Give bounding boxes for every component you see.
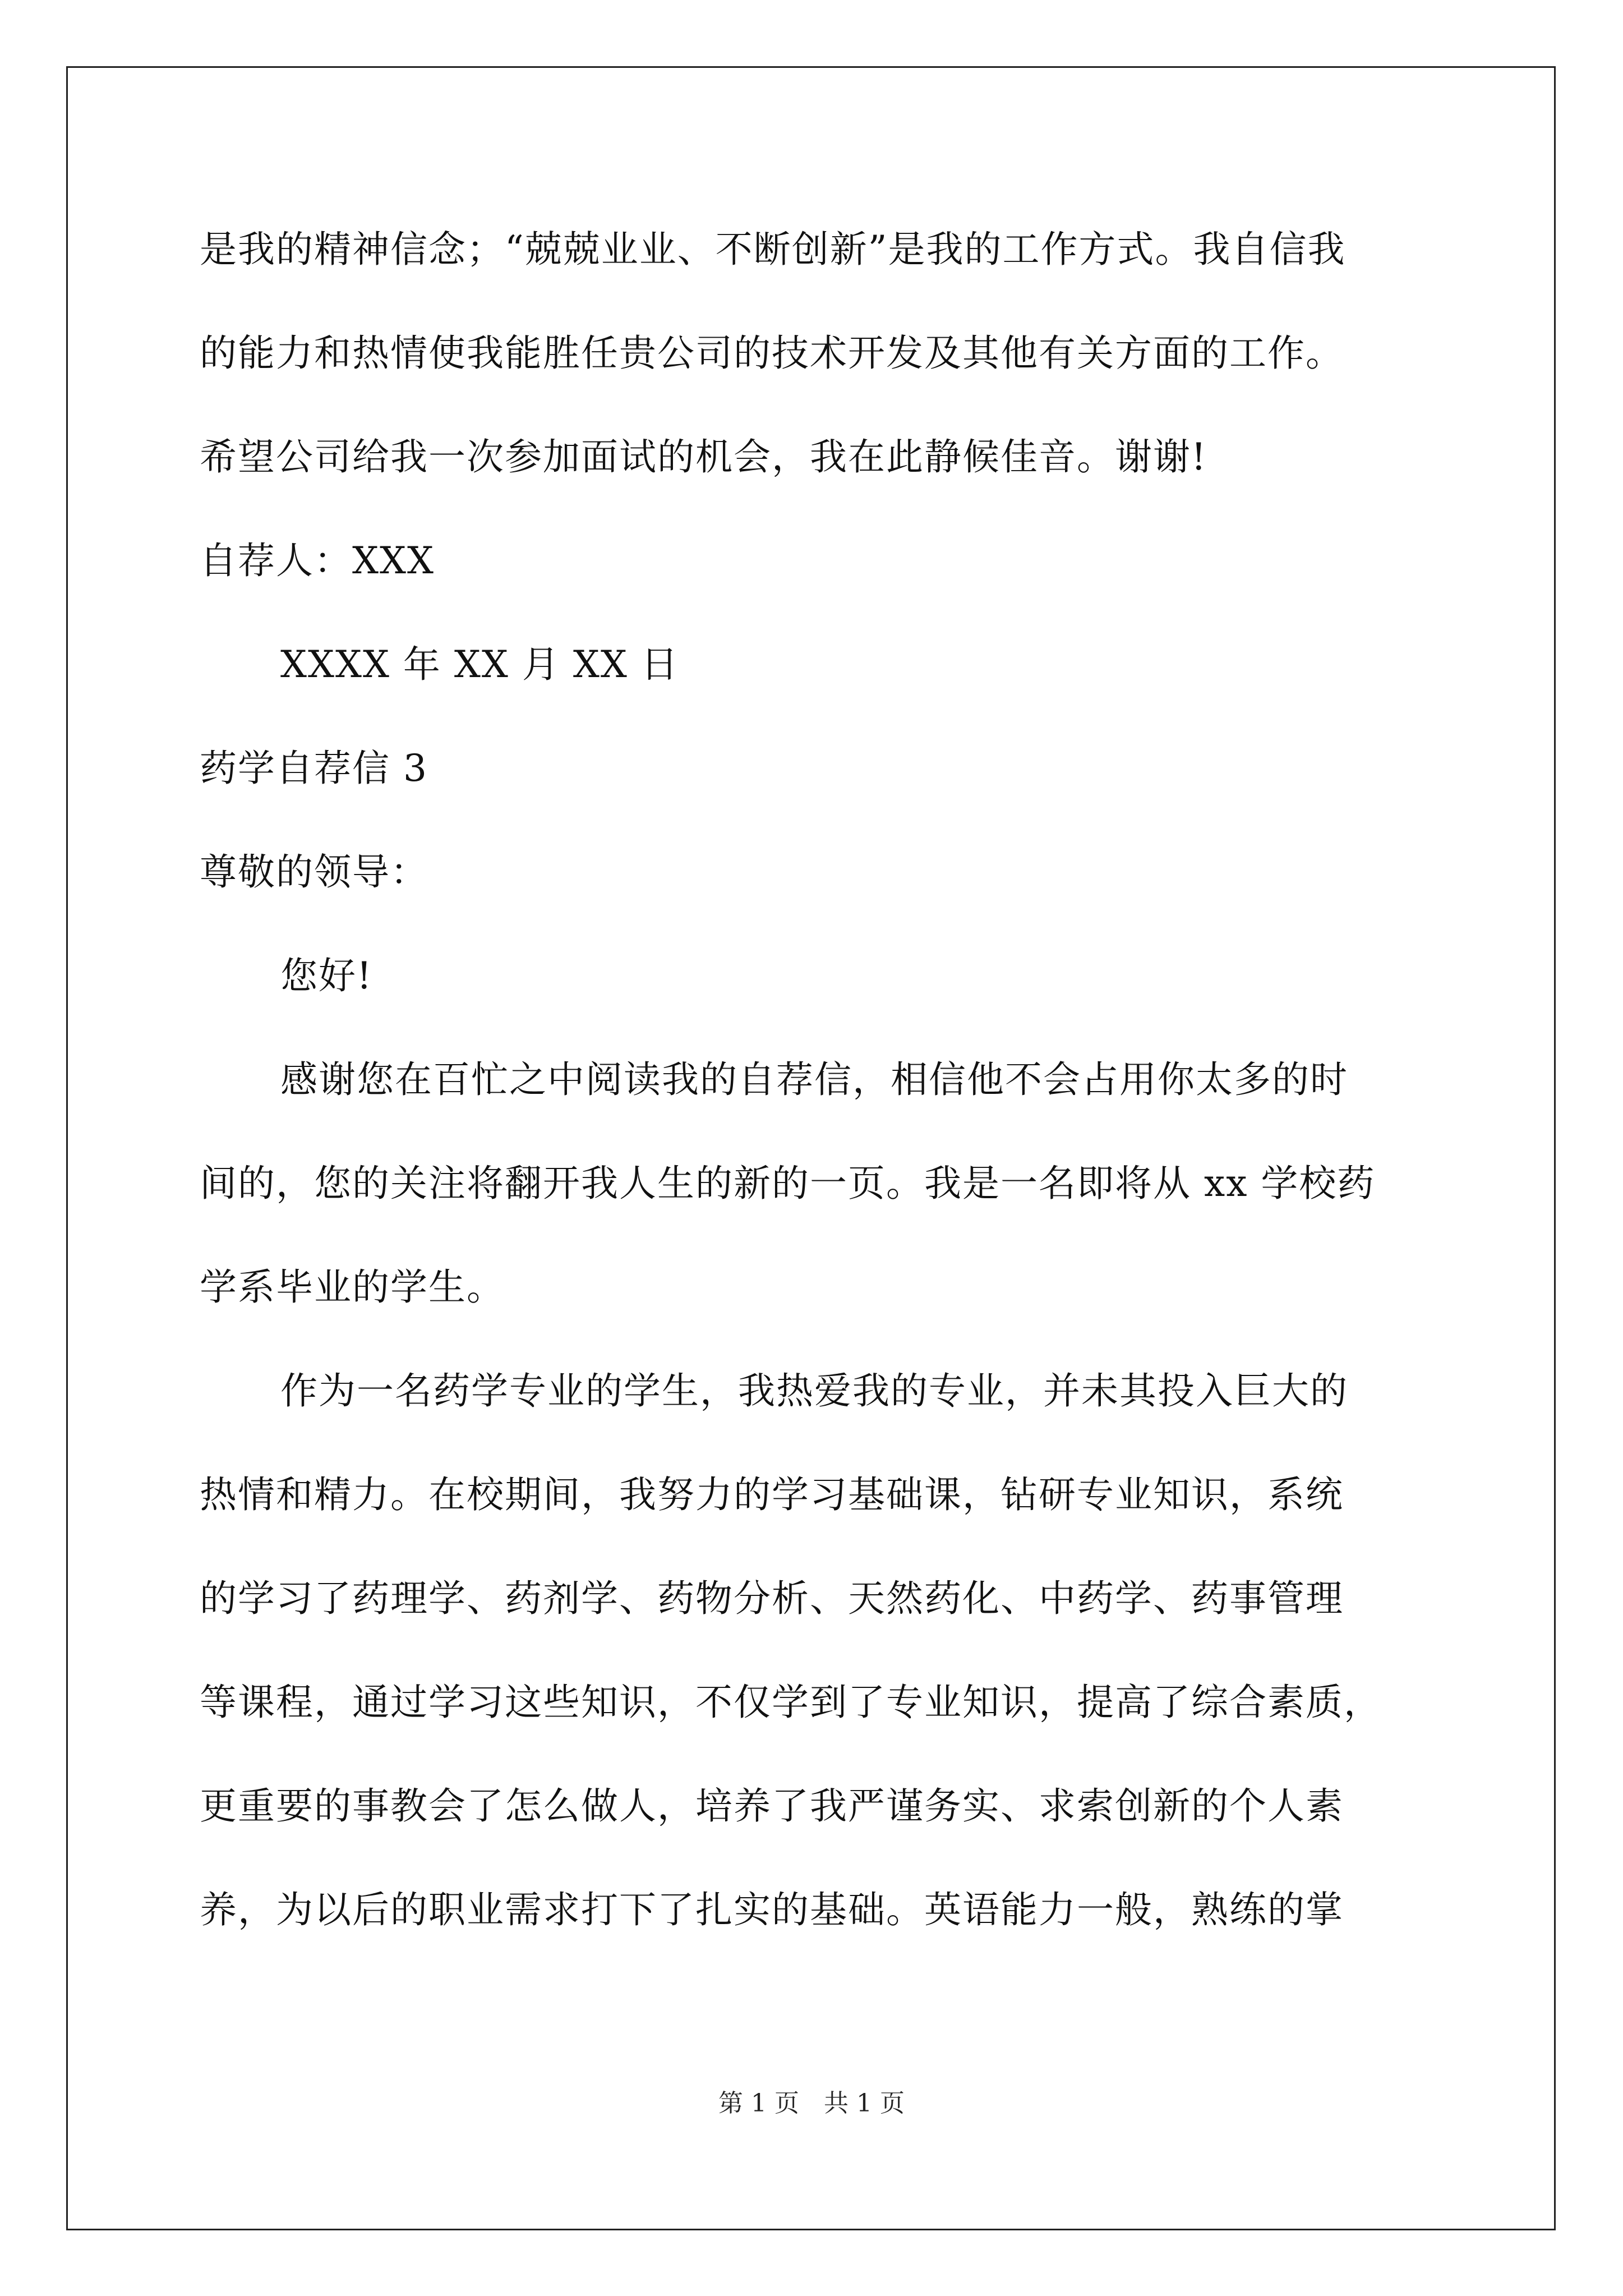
signature-line: 自荐人：XXX bbox=[200, 539, 435, 582]
body-text-line: 作为一名药学专业的学生，我热爱我的专业，并未其投入巨大的 bbox=[280, 1369, 1348, 1412]
date-line: XXXX 年 XX 月 XX 日 bbox=[280, 643, 679, 686]
greeting: 您好! bbox=[280, 954, 373, 997]
body-text-line: 学系毕业的学生。 bbox=[200, 1266, 505, 1309]
body-text-line: 热情和精力。在校期间，我努力的学习基础课，钻研专业知识，系统 bbox=[200, 1473, 1344, 1516]
body-text-line: 感谢您在百忙之中阅读我的自荐信，相信他不会占用你太多的时 bbox=[280, 1058, 1348, 1101]
body-text-line: 希望公司给我一次参加面试的机会，我在此静候佳音。谢谢! bbox=[200, 435, 1207, 478]
body-text-line: 间的，您的关注将翻开我人生的新的一页。我是一名即将从 xx 学校药 bbox=[200, 1162, 1376, 1205]
salutation: 尊敬的领导： bbox=[200, 850, 428, 894]
body-text-line: 养，为以后的职业需求打下了扎实的基础。英语能力一般，熟练的掌 bbox=[200, 1888, 1344, 1931]
body-text-line: 更重要的事教会了怎么做人，培养了我严谨务实、求索创新的个人素 bbox=[200, 1784, 1344, 1828]
page-footer: 第 1 页 共 1 页 bbox=[718, 2089, 905, 2118]
body-text-line: 等课程，通过学习这些知识，不仅学到了专业知识，提高了综合素质， bbox=[200, 1681, 1382, 1724]
section-heading: 药学自荐信 3 bbox=[200, 747, 428, 790]
body-text-line: 的能力和热情使我能胜任贵公司的技术开发及其他有关方面的工作。 bbox=[200, 332, 1344, 375]
body-text-line: 的学习了药理学、药剂学、药物分析、天然药化、中药学、药事管理 bbox=[200, 1577, 1344, 1620]
body-text-line: 是我的精神信念；“兢兢业业、不断创新”是我的工作方式。我自信我 bbox=[200, 228, 1346, 271]
